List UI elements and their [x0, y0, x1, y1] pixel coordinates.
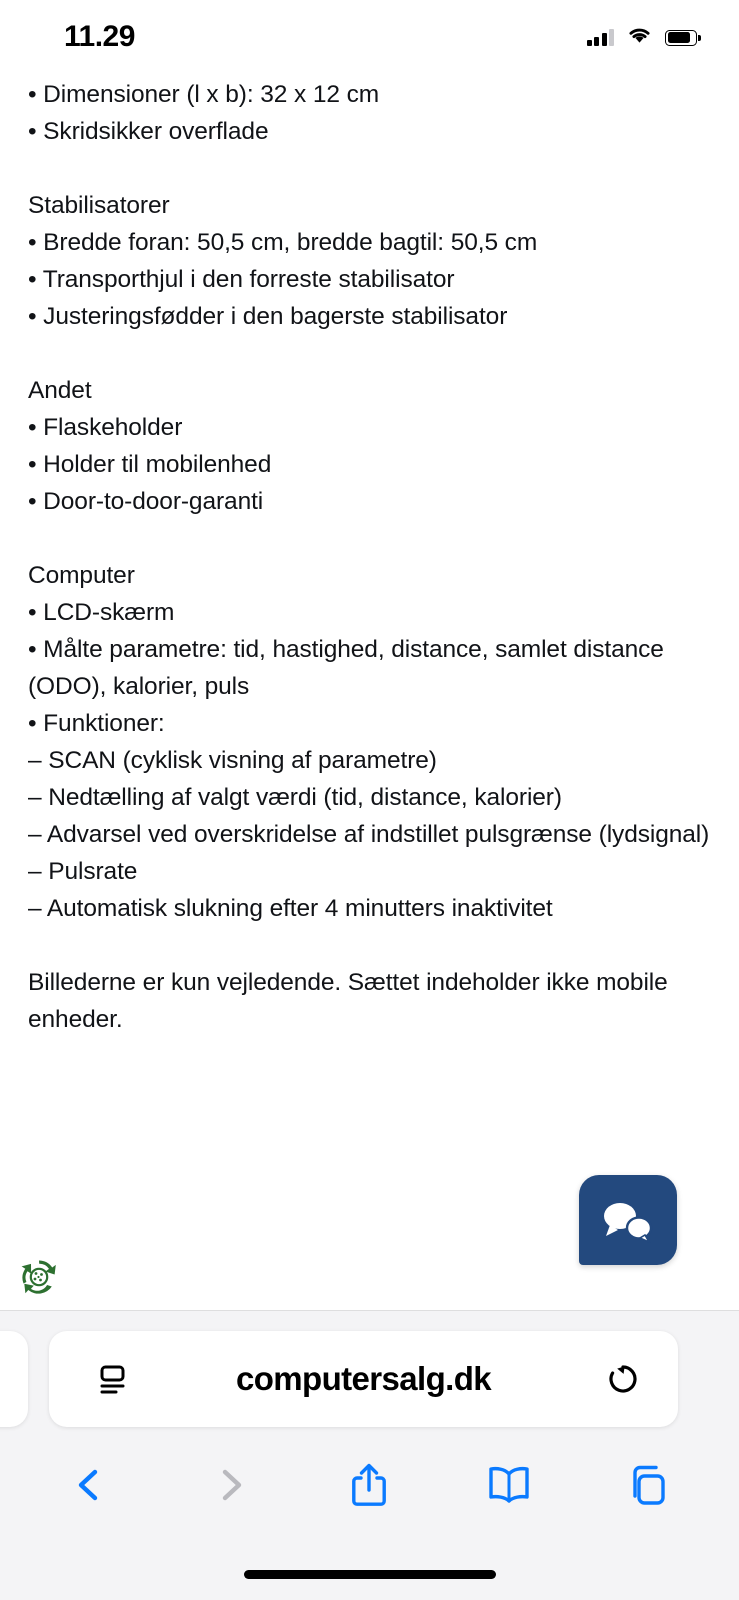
web-page-content: [0, 70, 739, 1310]
content-line: • Bredde foran: 50,5 cm, bredde bagtil: 50,5 cm: [28, 229, 538, 256]
battery-icon: [665, 30, 697, 46]
safari-bottom-chrome: [0, 1310, 739, 1600]
chat-bubbles-icon: [598, 1199, 658, 1243]
cellular-signal-icon: [587, 29, 615, 46]
recycling-badge: [14, 1252, 64, 1302]
content-spacer: [28, 927, 711, 964]
status-bar: [0, 0, 739, 70]
reload-icon: [604, 1360, 642, 1398]
content-line: • Transporthjul i den forreste stabilisator: [28, 266, 455, 293]
forward-button[interactable]: [194, 1449, 266, 1521]
content-line: • Flaskeholder: [28, 414, 183, 441]
content-heading: Stabilisatorer: [28, 192, 170, 219]
content-paragraph: Billederne er kun vejledende. Sættet indeholder ikke mobile: [28, 969, 668, 996]
content-spacer: [28, 520, 711, 557]
back-button[interactable]: [54, 1449, 126, 1521]
chat-widget-button[interactable]: [579, 1175, 677, 1265]
status-bar-time: 11.29: [64, 20, 135, 53]
safari-toolbar: [0, 1439, 739, 1531]
reload-button[interactable]: [600, 1356, 646, 1402]
content-spacer: [28, 335, 711, 372]
content-line: • Skridsikker overflade: [28, 118, 269, 145]
content-spacer: [28, 150, 711, 187]
url-text[interactable]: computersalg.dk: [235, 1360, 492, 1397]
content-line: – Pulsrate: [28, 858, 138, 885]
share-icon: [348, 1462, 390, 1508]
content-line: • Justeringsfødder i den bagerste stabilisator: [28, 303, 508, 330]
content-line: • Door-to-door-garanti: [28, 488, 264, 515]
book-icon: [486, 1464, 532, 1506]
content-paragraph: enheder.: [28, 1006, 123, 1033]
content-line: • Funktioner:: [28, 710, 165, 737]
content-line: – Nedtælling af valgt værdi (tid, distance, kalorier): [28, 784, 562, 811]
chevron-right-icon: [209, 1464, 251, 1506]
content-line: • Holder til mobilenhed: [28, 451, 272, 478]
tabs-icon: [627, 1463, 671, 1507]
content-line: • Dimensioner (l x b): 32 x 12 cm: [28, 81, 380, 108]
content-line: • LCD-skærm: [28, 599, 175, 626]
address-bar[interactable]: [49, 1331, 678, 1427]
adjacent-tab-peek[interactable]: [0, 1331, 28, 1427]
content-line: – Automatisk slukning efter 4 minutters inaktivitet: [28, 895, 553, 922]
share-button[interactable]: [333, 1449, 405, 1521]
content-line: • Målte parametre: tid, hastighed, distance, samlet distance: [28, 636, 664, 663]
content-heading: Andet: [28, 377, 92, 404]
content-line: – Advarsel ved overskridelse af indstillet pulsgrænse (lydsignal): [28, 821, 710, 848]
status-bar-indicators: [587, 26, 698, 49]
tabs-button[interactable]: [613, 1449, 685, 1521]
bookmarks-button[interactable]: [473, 1449, 545, 1521]
content-heading: Computer: [28, 562, 135, 589]
content-line: – SCAN (cyklisk visning af parametre): [28, 747, 437, 774]
home-indicator: [244, 1570, 496, 1579]
recycling-arrows-icon: [14, 1252, 64, 1302]
wifi-icon: [627, 26, 652, 49]
chevron-left-icon: [69, 1464, 111, 1506]
content-line: (ODO), kalorier, puls: [28, 673, 250, 700]
